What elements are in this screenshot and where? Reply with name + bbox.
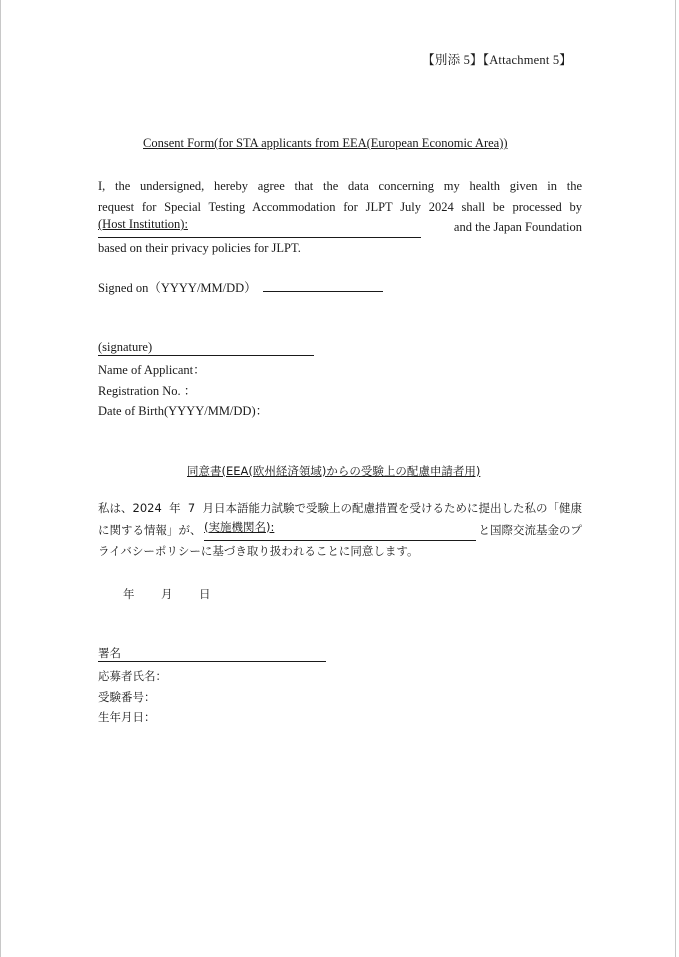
paragraph-text: request for Special Testing Accommodation for JLPT July 2024 shall be processed by xyxy=(98,199,582,214)
paragraph-line xyxy=(98,498,582,520)
name-of-applicant-field: Name of Applicant： xyxy=(98,363,206,377)
paragraph-text: and the Japan Foundation xyxy=(453,220,582,234)
japanese-form-title: 同意書(EEA(欧州経済領域)からの受験上の配慮申請者用) xyxy=(187,464,481,478)
paragraph-text: と国際交流基金のプ xyxy=(478,522,582,537)
japanese-signature-block xyxy=(98,646,326,728)
signature-jp-field[interactable] xyxy=(98,646,326,662)
paragraph-text: 私は、2024 年 7 月日本語能力試験で受験上の配慮措置を受けるために提出した私の「健康 xyxy=(98,501,582,515)
paragraph-line xyxy=(98,217,582,238)
english-signature-block xyxy=(98,340,314,422)
paragraph-line xyxy=(98,197,582,218)
signature-label: (signature) xyxy=(98,340,153,354)
japanese-consent-paragraph xyxy=(98,498,582,563)
registration-no-field: Registration No. ： xyxy=(98,383,197,398)
signed-on-row xyxy=(98,278,383,296)
day-label: 日 xyxy=(199,587,211,601)
paragraph-text: に関する情報」が、 xyxy=(98,522,202,537)
signature-jp-label: 署名 xyxy=(98,646,121,660)
registration-no-jp-field: 受験番号： xyxy=(98,689,156,704)
date-of-birth-jp-field: 生年月日： xyxy=(98,710,156,724)
signature-field[interactable] xyxy=(98,340,314,356)
year-label: 年 xyxy=(123,587,135,601)
signed-on-date-field[interactable] xyxy=(263,279,383,292)
host-institution-label: (Host Institution): xyxy=(98,217,188,231)
paragraph-line xyxy=(98,238,582,259)
english-form-title: Consent Form(for STA applicants from EEA(European Economic Area)) xyxy=(143,136,508,150)
japanese-date-row xyxy=(123,586,237,602)
attachment-label: 【別添 5】【Attachment 5】 xyxy=(422,53,572,67)
english-consent-paragraph xyxy=(98,176,582,258)
paragraph-line xyxy=(98,541,582,563)
month-label: 月 xyxy=(161,587,173,601)
host-institution-field[interactable] xyxy=(98,217,421,238)
paragraph-line xyxy=(98,176,582,197)
host-institution-jp-label: (実施機関名): xyxy=(204,519,275,534)
applicant-name-jp-field: 応募者氏名： xyxy=(98,669,167,683)
paragraph-text: I, the undersigned, hereby agree that the data concerning my health given in the xyxy=(98,179,582,193)
paragraph-text: based on their privacy policies for JLPT. xyxy=(98,240,301,255)
signed-on-label: Signed on（YYYY/MM/DD） xyxy=(98,281,257,295)
paragraph-text: ライバシーポリシーに基づき取り扱われることに同意します。 xyxy=(98,544,419,558)
date-of-birth-field: Date of Birth(YYYY/MM/DD)： xyxy=(98,404,269,418)
paragraph-line xyxy=(98,520,582,542)
host-institution-jp-field[interactable] xyxy=(204,520,476,542)
